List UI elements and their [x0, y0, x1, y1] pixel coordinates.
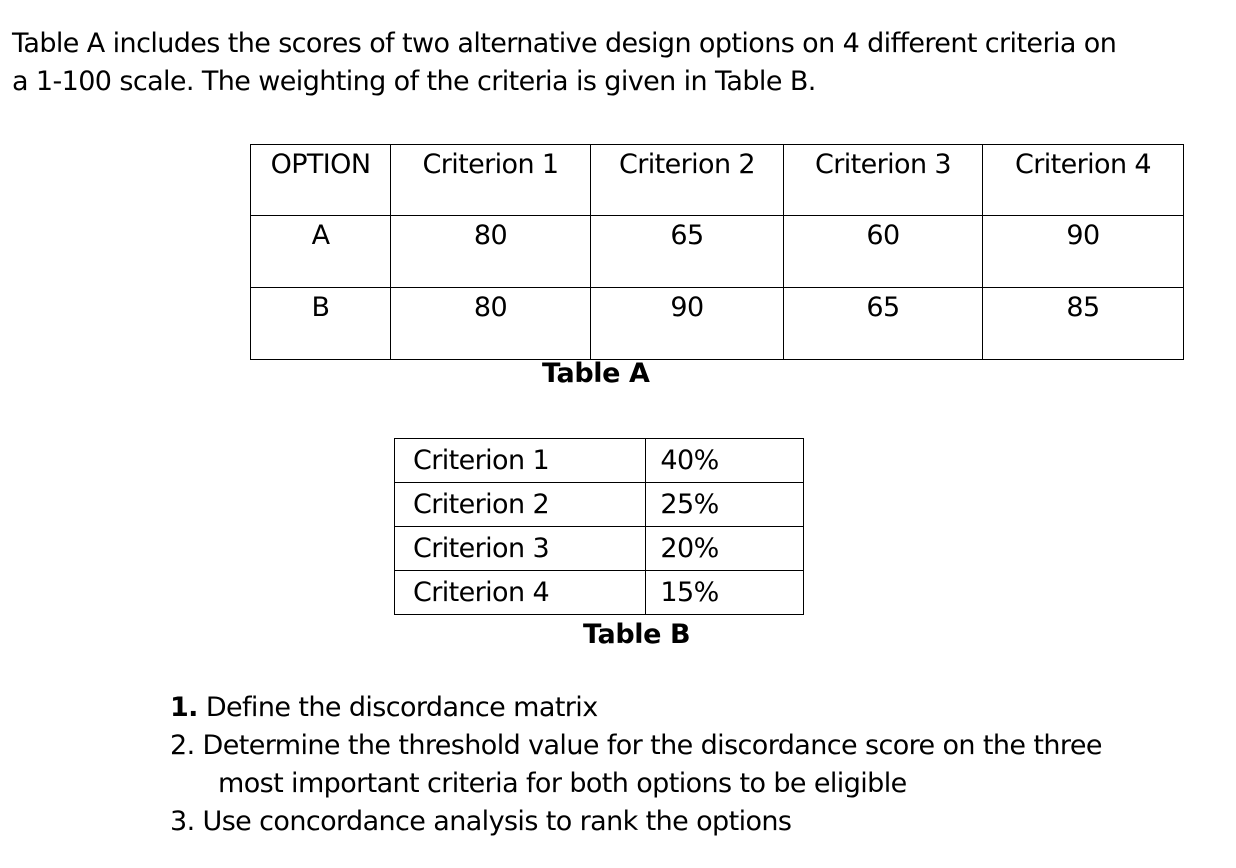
table-a-cell-score: 65	[784, 288, 983, 360]
list-item	[170, 727, 1230, 803]
list-item	[170, 689, 1230, 727]
table-a-cell-option: B	[251, 288, 391, 360]
question-text: Determine the threshold value for the discordance score on the three	[202, 730, 1102, 761]
list-item	[170, 803, 1230, 841]
table-a-cell-score: 80	[391, 216, 591, 288]
table-a-cell-score: 90	[983, 216, 1184, 288]
table-row	[251, 216, 1184, 288]
table-a-cell-option: A	[251, 216, 391, 288]
table-a-cell-score: 90	[591, 288, 784, 360]
table-b-weight: 20%	[646, 527, 804, 571]
table-a-cell-score: 60	[784, 216, 983, 288]
table-a-header-row	[251, 145, 1184, 216]
intro-line-2: a 1-100 scale. The weighting of the criteria is given in Table B.	[12, 66, 816, 97]
table-a-cell-score: 65	[591, 216, 784, 288]
table-row	[395, 439, 804, 483]
question-number: 1.	[170, 692, 198, 723]
table-b-caption: Table B	[583, 619, 691, 650]
table-b-criterion: Criterion 3	[395, 527, 646, 571]
table-b-criterion: Criterion 2	[395, 483, 646, 527]
table-b	[394, 438, 804, 615]
table-b-weight: 15%	[646, 571, 804, 615]
question-text: Use concordance analysis to rank the options	[202, 806, 792, 837]
table-row	[395, 527, 804, 571]
table-b-weight: 40%	[646, 439, 804, 483]
table-row	[395, 571, 804, 615]
table-b-weight: 25%	[646, 483, 804, 527]
table-a	[250, 144, 1184, 360]
table-a-cell-score: 85	[983, 288, 1184, 360]
intro-paragraph	[12, 25, 1227, 101]
table-a-header-criterion-1: Criterion 1	[391, 145, 591, 216]
question-number: 2.	[170, 730, 195, 761]
table-a-header-option: OPTION	[251, 145, 391, 216]
table-b-criterion: Criterion 1	[395, 439, 646, 483]
table-a-header-criterion-4: Criterion 4	[983, 145, 1184, 216]
table-row	[251, 288, 1184, 360]
table-a-cell-score: 80	[391, 288, 591, 360]
table-a-caption: Table A	[542, 358, 650, 389]
question-text-continued: most important criteria for both options to be eligible	[218, 768, 907, 799]
table-a-header-criterion-2: Criterion 2	[591, 145, 784, 216]
table-b-criterion: Criterion 4	[395, 571, 646, 615]
question-number: 3.	[170, 806, 195, 837]
table-a-header-criterion-3: Criterion 3	[784, 145, 983, 216]
intro-line-1: Table A includes the scores of two alternative design options on 4 different criteria on	[12, 28, 1117, 59]
table-row	[395, 483, 804, 527]
question-text: Define the discordance matrix	[205, 692, 598, 723]
question-list	[170, 689, 1230, 841]
